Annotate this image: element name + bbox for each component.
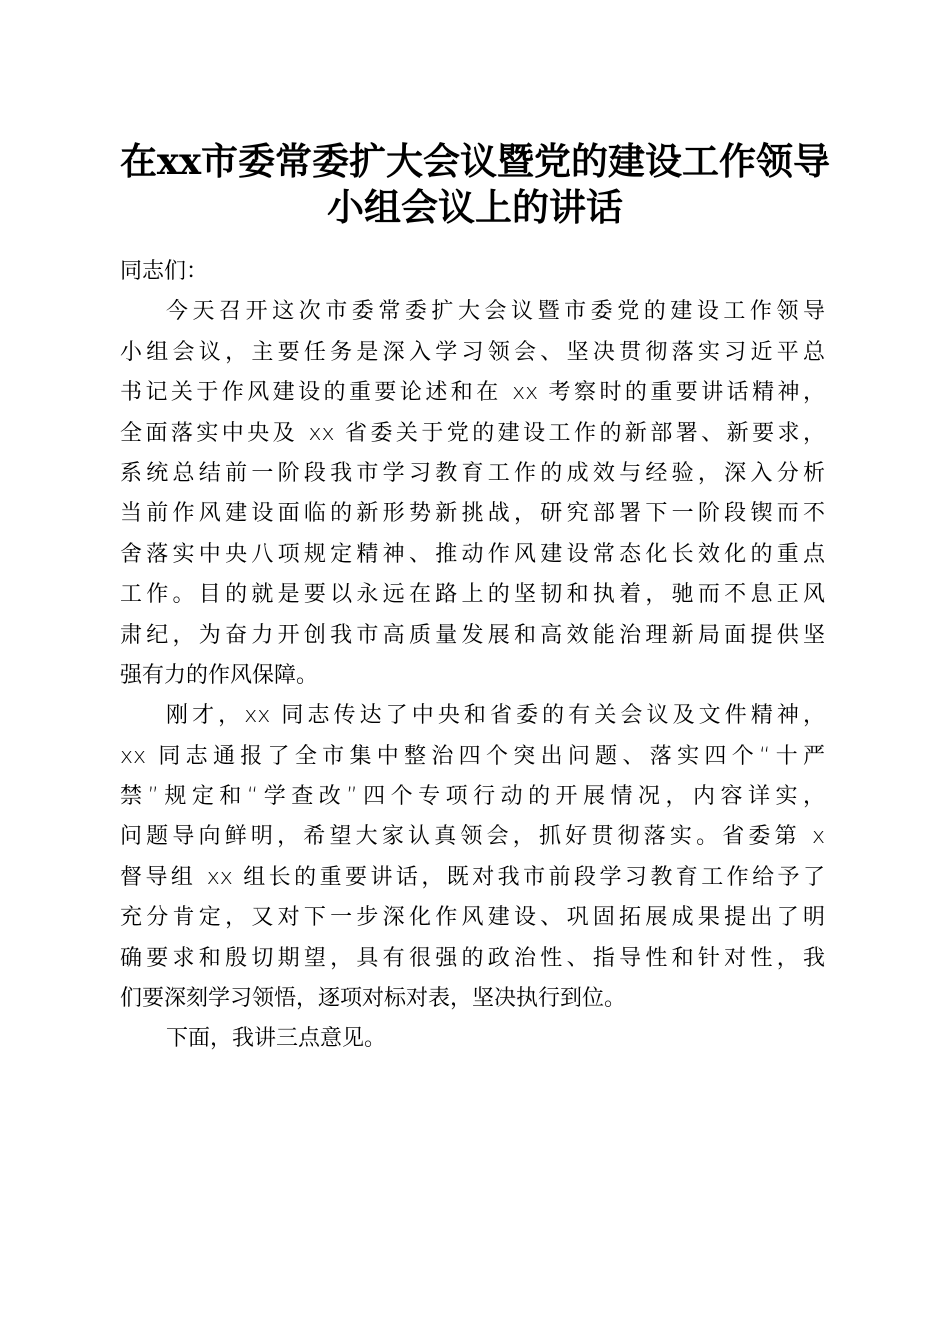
paragraph-line: 书记关于作风建设的重要论述和在 xx 考察时的重要讲话精神， bbox=[120, 380, 825, 406]
paragraph-line: 肃纪，为奋力开创我市高质量发展和高效能治理新局面提供坚 bbox=[120, 622, 825, 648]
paragraph-line: 工作。目的就是要以永远在路上的坚韧和执着，驰而不息正风 bbox=[120, 582, 825, 608]
paragraph-2 bbox=[120, 696, 825, 1019]
title-line-1: 在xx市委常委扩大会议暨党的建设工作领导 bbox=[119, 139, 831, 183]
paragraph-line: 们要深刻学习领悟，逐项对标对表，坚决执行到位。 bbox=[120, 986, 627, 1012]
paragraph-line: 督导组 xx 组长的重要讲话，既对我市前段学习教育工作给予了 bbox=[120, 864, 825, 890]
paragraph-line: 小组会议，主要任务是深入学习领会、坚决贯彻落实习近平总 bbox=[120, 339, 825, 365]
paragraph-line: 系统总结前一阶段我市学习教育工作的成效与经验，深入分析 bbox=[120, 460, 825, 486]
paragraph-line: 舍落实中央八项规定精神、推动作风建设常态化长效化的重点 bbox=[120, 541, 825, 567]
title-line-2: 小组会议上的讲话 bbox=[327, 185, 623, 229]
document-body bbox=[120, 252, 825, 1060]
paragraph-3 bbox=[120, 1019, 825, 1059]
paragraph-line: 当前作风建设面临的新形势新挑战，研究部署下一阶段锲而不 bbox=[120, 501, 825, 527]
salutation: 同志们： bbox=[120, 259, 209, 284]
paragraph-line: 下面，我讲三点意见。 bbox=[166, 1026, 387, 1052]
paragraph-line: 充分肯定，又对下一步深化作风建设、巩固拓展成果提出了明 bbox=[120, 905, 825, 931]
paragraph-line: 强有力的作风保障。 bbox=[120, 662, 319, 688]
paragraph-line: 禁”规定和“学查改”四个专项行动的开展情况，内容详实， bbox=[120, 784, 825, 810]
paragraph-line: 全面落实中央及 xx 省委关于党的建设工作的新部署、新要求， bbox=[120, 420, 825, 446]
paragraph-line: 问题导向鲜明，希望大家认真领会，抓好贯彻落实。省委第 x bbox=[120, 824, 825, 850]
paragraph-line: 确要求和殷切期望，具有很强的政治性、指导性和针对性，我 bbox=[120, 945, 825, 971]
paragraph-line: 刚才，xx 同志传达了中央和省委的有关会议及文件精神， bbox=[166, 703, 825, 729]
paragraph-1 bbox=[120, 292, 825, 696]
paragraph-line: 今天召开这次市委常委扩大会议暨市委党的建设工作领导 bbox=[166, 299, 825, 325]
paragraph-line: xx 同志通报了全市集中整治四个突出问题、落实四个“十严 bbox=[120, 743, 825, 769]
document-title bbox=[100, 138, 850, 230]
